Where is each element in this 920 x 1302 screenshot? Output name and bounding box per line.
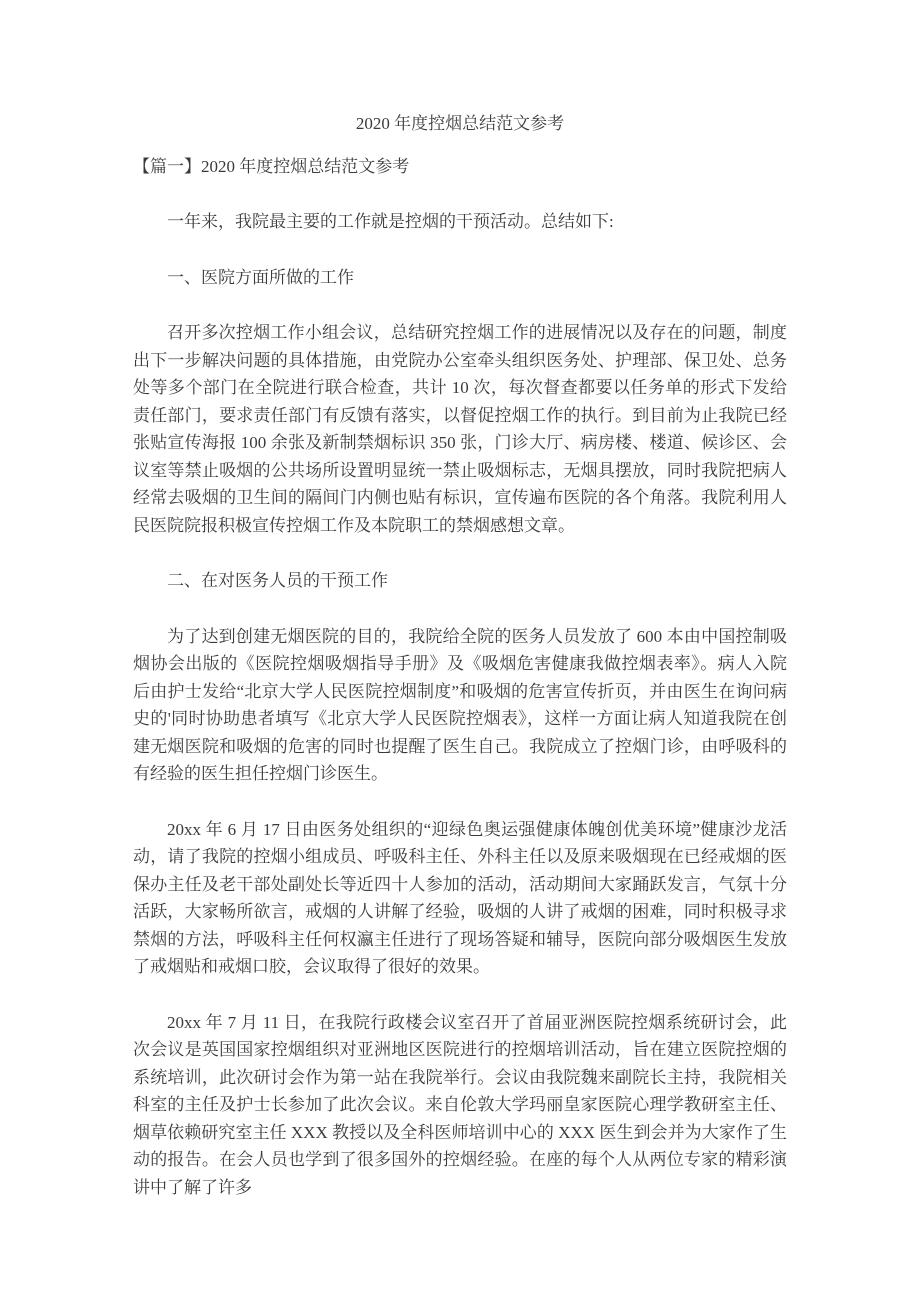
section2-heading: 二、在对医务人员的干预工作 bbox=[167, 571, 388, 590]
section2-paragraph-3: 20xx 年 7 月 11 日，在我院行政楼会议室召开了首届亚洲医院控烟系统研讨会，此次会议是英国国家控烟组织对亚洲地区医院进行的控烟培训活动，旨在建立医院控烟的系统培训，此次研讨会作为第一站在我院举行。会议由我院魏来副院长主持，我院相关科室的主任及护士长参加了此次会议。来自伦敦大学玛丽皇家医院心理学教研室主任、烟草依赖研究室主任 XXX 教授以及全科医师培训中心的 XXX 医生到会并为大家作了生动的报告。在会人员也学到了很多国外的控烟经验。在座的每个人从两位专家的精彩演讲中了解了许多 bbox=[133, 1012, 787, 1197]
section2-paragraph-1: 为了达到创建无烟医院的目的，我院给全院的医务人员发放了 600 本由中国控制吸烟协会出版的《医院控烟吸烟指导手册》及《吸烟危害健康我做控烟表率》。病人入院后由护士发给“北京大学人民医院控烟制度”和吸烟的危害宣传折页，并由医生在询问病史的'同时协助患者填写《北京大学人民医院控烟表》，这样一方面让病人知道我院在创建无烟医院和吸烟的危害的同时也提醒了医生自己。我院成立了控烟门诊，由呼吸科的有经验的医生担任控烟门诊医生。 bbox=[133, 626, 787, 783]
doc-title: 2020 年度控烟总结范文参考 bbox=[355, 114, 565, 133]
intro-paragraph: 一年来，我院最主要的工作就是控烟的干预活动。总结如下: bbox=[167, 212, 614, 231]
section1-paragraph-1: 召开多次控烟工作小组会议，总结研究控烟工作的进展情况以及存在的问题，制度出下一步解决问题的具体措施，由党院办公室牵头组织医务处、护理部、保卫处、总务处等多个部门在全院进行联合检查，共计 10 次，每次督查都要以任务单的形式下发给责任部门，要求责任部门有反馈有落实，以督促控烟工作的执行。到目前为止我院已经张贴宣传海报 100 余张及新制禁烟标识 350 张，门诊大厅、病房楼、楼道、候诊区、会议室等禁止吸烟的公共场所设置明显统一禁止吸烟标志，无烟具摆放，同时我院把病人经常去吸烟的卫生间的隔间门内侧也贴有标识，宣传遍布医院的各个角落。我院利用人民医院院报积极宣传控烟工作及本院职工的禁烟感想文章。 bbox=[133, 323, 787, 535]
section1-heading: 一、医院方面所做的工作 bbox=[167, 267, 354, 287]
section2-paragraph-2: 20xx 年 6 月 17 日由医务处组织的“迎绿色奥运强健康体魄创优美环境”健康沙龙活动，请了我院的控烟小组成员、呼吸科主任、外科主任以及原来吸烟现在已经戒烟的医保办主任及老干部处副处长等近四十人参加的活动，活动期间大家踊跃发言，气氛十分活跃，大家畅所欲言，戒烟的人讲解了经验，吸烟的人讲了戒烟的困难，同时积极寻求禁烟的方法，呼吸科主任何权瀛主任进行了现场答疑和辅导，医院向部分吸烟医生发放了戒烟贴和戒烟口胶，会议取得了很好的效果。 bbox=[133, 819, 787, 976]
doc-subtitle: 【篇一】2020 年度控烟总结范文参考 bbox=[133, 156, 410, 176]
